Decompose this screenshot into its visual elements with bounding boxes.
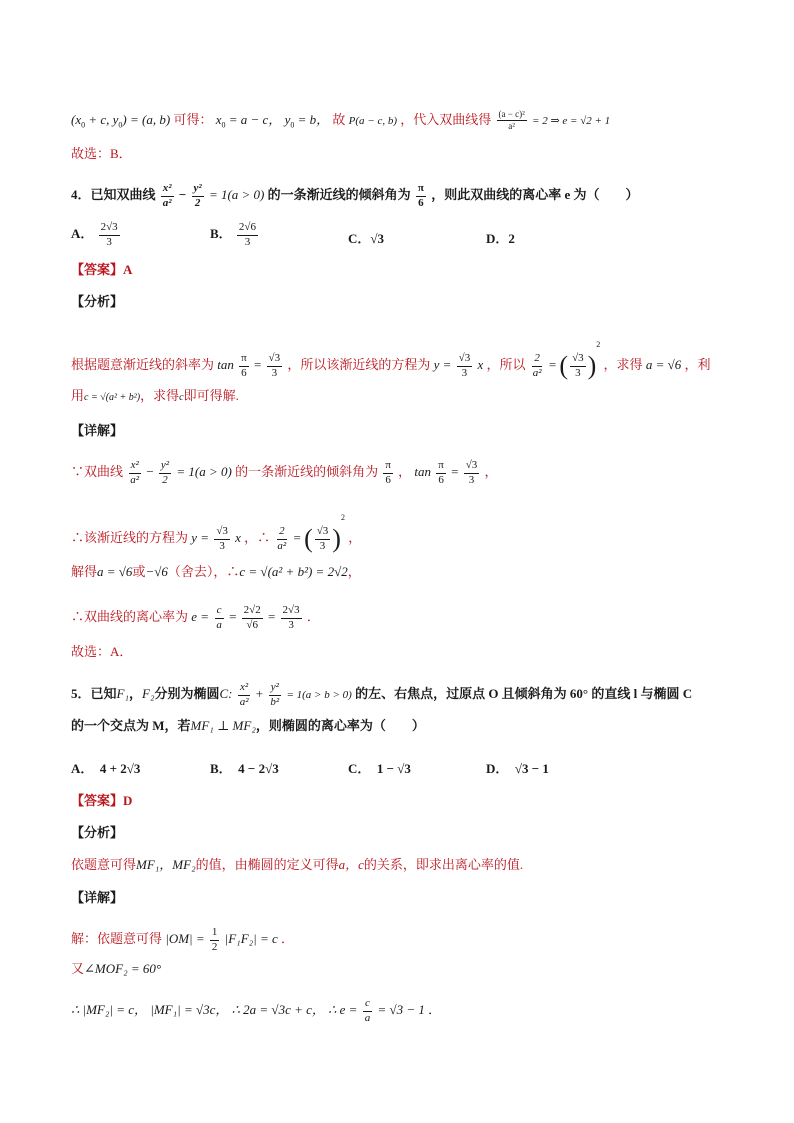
x0-value: = a − c， [225,111,282,127]
d4-eq: = 1(a > 0) [176,464,232,480]
d5-l2a: 又 [71,961,85,976]
y-eq: y = [191,530,210,545]
frac-num: x² [161,183,174,197]
frac-den: 3 [319,539,326,552]
point-p: P(a − c, b) [348,114,397,127]
perp: MF₁ ⊥ MF₂ [190,718,256,733]
analysis-4-line-1: 根据题意渐近线的斜率为 tan $\frac{\pi}{6}$ = $\frac{√3}{3}$ ，所以该渐近线的方程为 y = $\frac{√3}{3}$ x ，所以 $\frac{2}{\text{a²}}$ = ( $\frac{√3}{3}$ )$^2$ ，求得 a = √6 ，利 [71,340,711,381]
q4-tail: ，则此双曲线的离心率 e 为（ ） [431,187,639,203]
frac-num: c [215,605,224,619]
detail-4-line-3 [71,565,361,578]
mf1: |MF₁| = √3c， [150,1002,229,1018]
neg-root: −√6 [145,564,168,579]
text-gu: 故 [332,111,346,127]
d4-l1b: 的一条渐近线的倾斜角为 [235,464,379,480]
d4-l2a: ∴该渐近线的方程为 [71,530,189,545]
d4-l4a: ∴双曲线的离心率为 [71,609,189,625]
angle: ∠MOF₂ = 60° [84,961,162,976]
e-value: = √3 − 1 [377,1002,425,1018]
frac-den: √6 [246,618,258,631]
q5-l1d: 的左、右焦点，过原点 O 且倾斜角为 60° 的直线 l 与椭圆 C [355,686,693,702]
comma: ， [128,686,142,702]
an4-frac-a [239,353,249,379]
q5-l1a: 5．已知 [71,686,117,702]
an4-l2d: 即可得解. [183,388,239,403]
frac-num: 2√6 [237,222,258,236]
d4-l2-frac [214,526,230,552]
frac-num: π [383,460,393,474]
analysis-5-heading: 【分析】 [71,825,124,840]
q4-eq: = 1(a > 0) [208,187,265,203]
q5-frac-x [238,682,251,708]
d4-l3c: 或 [132,564,146,579]
answer-5: 【答案】D [71,793,133,808]
c-formula: c = √(a² + b²) [84,392,141,403]
frac-num: √3 [267,353,283,367]
frac-num: y² [269,682,281,696]
d4-frac-x [128,460,141,486]
frac-num: x² [129,460,141,474]
f2: F₂ [142,686,155,702]
e-eq: ∴ e = [328,1002,358,1018]
an5-c: 的值，由椭圆的定义可得 [195,857,339,872]
frac-num: π [436,460,446,474]
math-lead: (x [71,111,82,127]
frac-den: 3 [575,366,581,379]
period: ． [428,1002,442,1018]
frac-num: c [363,998,372,1012]
an4-frac-c [457,353,473,379]
q5-l1b: 分别为椭圆 [154,686,220,702]
detail-5-line-3 [71,998,441,1024]
q4-frac-y [192,183,204,209]
d4-frac-r3 [464,460,480,486]
minus-sign: − [178,187,187,203]
x-var: x [477,357,484,372]
q5-frac-y [268,682,281,708]
frac-num: 2 [532,353,542,367]
q5-option-b: B． 4 − 2√3 [210,761,279,776]
frac-den: a² [277,539,287,552]
detail-4-heading: 【详解】 [71,423,124,438]
d4-l4-frac1 [214,605,224,631]
an4-t4: ，求得 [603,357,643,372]
eq: = [293,530,301,545]
frac-den: a [216,618,222,631]
d4-l1a: ∵双曲线 [71,464,124,480]
eq: = [253,357,262,372]
frac-num: √3 [570,353,586,367]
q4-option-a [71,222,122,248]
an4-t5: ，利 [684,357,711,372]
frac-num: π [416,183,426,197]
f1: F₁ [116,686,129,702]
comma: ， [484,464,498,480]
exponent: 2 [340,513,345,522]
frac-den: 3 [271,366,278,379]
math-lead-3: ) = (a, b) [122,111,171,127]
detail-4-line-1 [71,460,498,486]
d4-l4-frac3 [281,605,302,631]
d4-l2b: ，∴ [244,530,271,545]
frac-num: 2√2 [242,605,263,619]
frac-den: 3 [461,366,468,379]
frac-num: √3 [464,460,480,474]
d5-frac-half [210,927,220,953]
frac-den: 6 [418,196,424,209]
d5-l1a: 解：依题意可得 [71,931,163,947]
d5-frac-ca [363,998,373,1024]
detail-5-line-1 [71,927,294,953]
d4-frac-pi2 [436,460,446,486]
analysis-5-line [71,858,523,871]
d4-l2-frac3 [315,526,331,552]
q4-frac-x [161,183,174,209]
an4-frac-b [267,353,283,379]
eq: = [229,609,237,625]
q5-l2c: ，则椭圆的离心率为（ ） [255,718,425,733]
om-abs: |OM| = [165,931,205,947]
frac-den: 2 [194,196,201,209]
question-5-line-1 [71,682,692,708]
an4-t1: 根据题意渐近线的斜率为 [71,357,215,372]
f1f2-abs: |F₁F₂| = c [224,931,278,947]
question-5-line-2 [71,719,425,732]
detail-5-heading: 【详解】 [71,890,124,905]
an4-l2b: ，求得 [140,388,180,403]
option-b-frac [237,222,258,248]
mf2: ∴ |MF₂| = c， [71,1002,148,1018]
frac-num: 1 [210,927,220,941]
analysis-4-heading: 【分析】 [71,294,124,309]
c-eq: c = √(a² + b²) = 2√2 [239,564,348,579]
x0-label: x [215,111,222,127]
an5-e: 的关系，即求出离心率的值. [363,857,524,872]
a-eq: a = √6 [97,564,133,579]
a-c-vars: a，c [338,857,364,872]
frac-num: 2√3 [281,605,302,619]
d4-l3e: （舍去），∴ [167,564,240,579]
frac-num: π [239,353,249,367]
frac-den: 3 [219,539,225,552]
minus-sign: − [146,464,154,480]
frac-den: 6 [438,473,444,486]
text-kede: 可得： [173,111,213,127]
c-label: C: [219,686,233,702]
analysis-4-line-2 [71,389,239,403]
y0-value: = b， [294,111,330,127]
mf-values: MF₁，MF₂ [136,857,196,872]
plus: + [255,686,264,702]
e-eq: e = [191,609,210,625]
frac-den: 2 [162,473,168,486]
an4-frac-e [570,353,586,379]
frac-den: 6 [385,473,391,486]
q4-mid: 的一条渐近线的倾斜角为 [267,187,411,203]
an4-t2: ，所以该渐近线的方程为 [287,357,431,372]
d4-l4-frac2 [242,605,263,631]
q5-option-d: D． √3 − 1 [486,761,549,776]
q5-option-a: A． 4 + 2√3 [71,761,141,776]
frac-den: 3 [244,235,251,248]
an4-frac-d [531,353,544,379]
frac-num: √3 [214,526,230,540]
frac-den: 2 [211,940,218,953]
x-var: x [235,530,241,545]
comma: ， [348,530,362,545]
frac-num: y² [192,183,204,197]
an4-t3: ，所以 [486,357,526,372]
comma: ， [347,564,361,579]
frac-den: 3 [106,235,112,248]
frac-den: b² [270,695,280,708]
frac-num: y² [159,460,171,474]
exponent: 2 [596,340,601,349]
frac-den: 3 [288,618,294,631]
frac-den: a [364,1011,371,1024]
frac-den: a² [130,473,140,486]
question-4 [71,183,638,209]
q4-prefix: 4．已知双曲线 [71,187,156,203]
frac-den: a² [239,695,249,708]
frac-num: √3 [457,353,473,367]
d4-frac-pi [383,460,393,486]
fraction-numerator: (a − c)² [497,110,527,121]
d4-l2-frac2 [275,526,288,552]
an5-a: 依题意可得 [71,857,137,872]
comma: ， [398,464,412,480]
frac-den: 3 [468,473,475,486]
text-dairu: ，代入双曲线得 [400,111,492,127]
solution-line-1: ($x_0 + c$, $y_0) = (a$, b) 可得： $x_0 = a - c$， $y_0 = b$， 故 P(a − c, b) ，代入双曲线得 $\frac{\text{(a − c)²}}{\text{a²}}$ = 2 ⇒ e = √2 + 1 [71,109,611,132]
option-b-label: B． [210,226,232,242]
tan: tan [414,464,432,480]
detail-4-line-4 [71,605,320,631]
period: ． [281,931,295,947]
detail-4-line-2: ∴该渐近线的方程为 y = $\frac{√3}{3}$ x ，∴ $\frac{2}{\text{a²}}$ = ( $\frac{√3}{3}$ )$^2$ ， [71,513,362,554]
eq: = [267,609,276,625]
y-eq: y = [433,357,452,372]
a-eq: a = √6 [645,357,682,372]
two-a: ∴ 2a = √3c + c， [231,1002,325,1018]
an4-l2a: 用 [71,388,85,403]
eq: = [451,464,459,480]
q5-l2a: 的一个交点为 M，若 [71,718,191,733]
d4-l3a: 解得 [71,564,98,579]
option-a-label: A． [71,226,94,242]
fraction [497,110,527,132]
eq: = [548,357,557,372]
q5-eq: = 1(a > b > 0) [286,689,352,702]
frac-den: a² [162,196,172,209]
c-var: c [179,392,184,403]
d4-frac-y [159,460,171,486]
frac-num: 2 [277,526,287,540]
detail-5-line-2 [71,962,161,975]
choice-b-line: 故选：B． [71,146,132,161]
frac-den: 6 [241,366,247,379]
math-lead-2: + c, y [85,111,119,127]
frac-num: √3 [315,526,331,540]
q4-option-d: D．2 [486,231,515,246]
q4-frac-pi [416,183,426,209]
q4-option-b [210,222,260,248]
frac-num: 2√3 [99,222,120,236]
tan: tan [217,357,234,372]
frac-den: a² [532,366,542,379]
q5-option-c: C． 1 − √3 [348,761,411,776]
math-tail: = 2 ⇒ e = √2 + 1 [532,114,611,127]
fraction-denominator: a² [508,121,515,132]
option-a-frac [99,222,120,248]
detail-4-line-5: 故选：A． [71,644,133,659]
q4-option-c: C．√3 [348,231,385,246]
frac-num: x² [238,682,250,696]
answer-4: 【答案】A [71,262,133,277]
period: ． [306,609,320,625]
y0-label: y [284,111,291,127]
